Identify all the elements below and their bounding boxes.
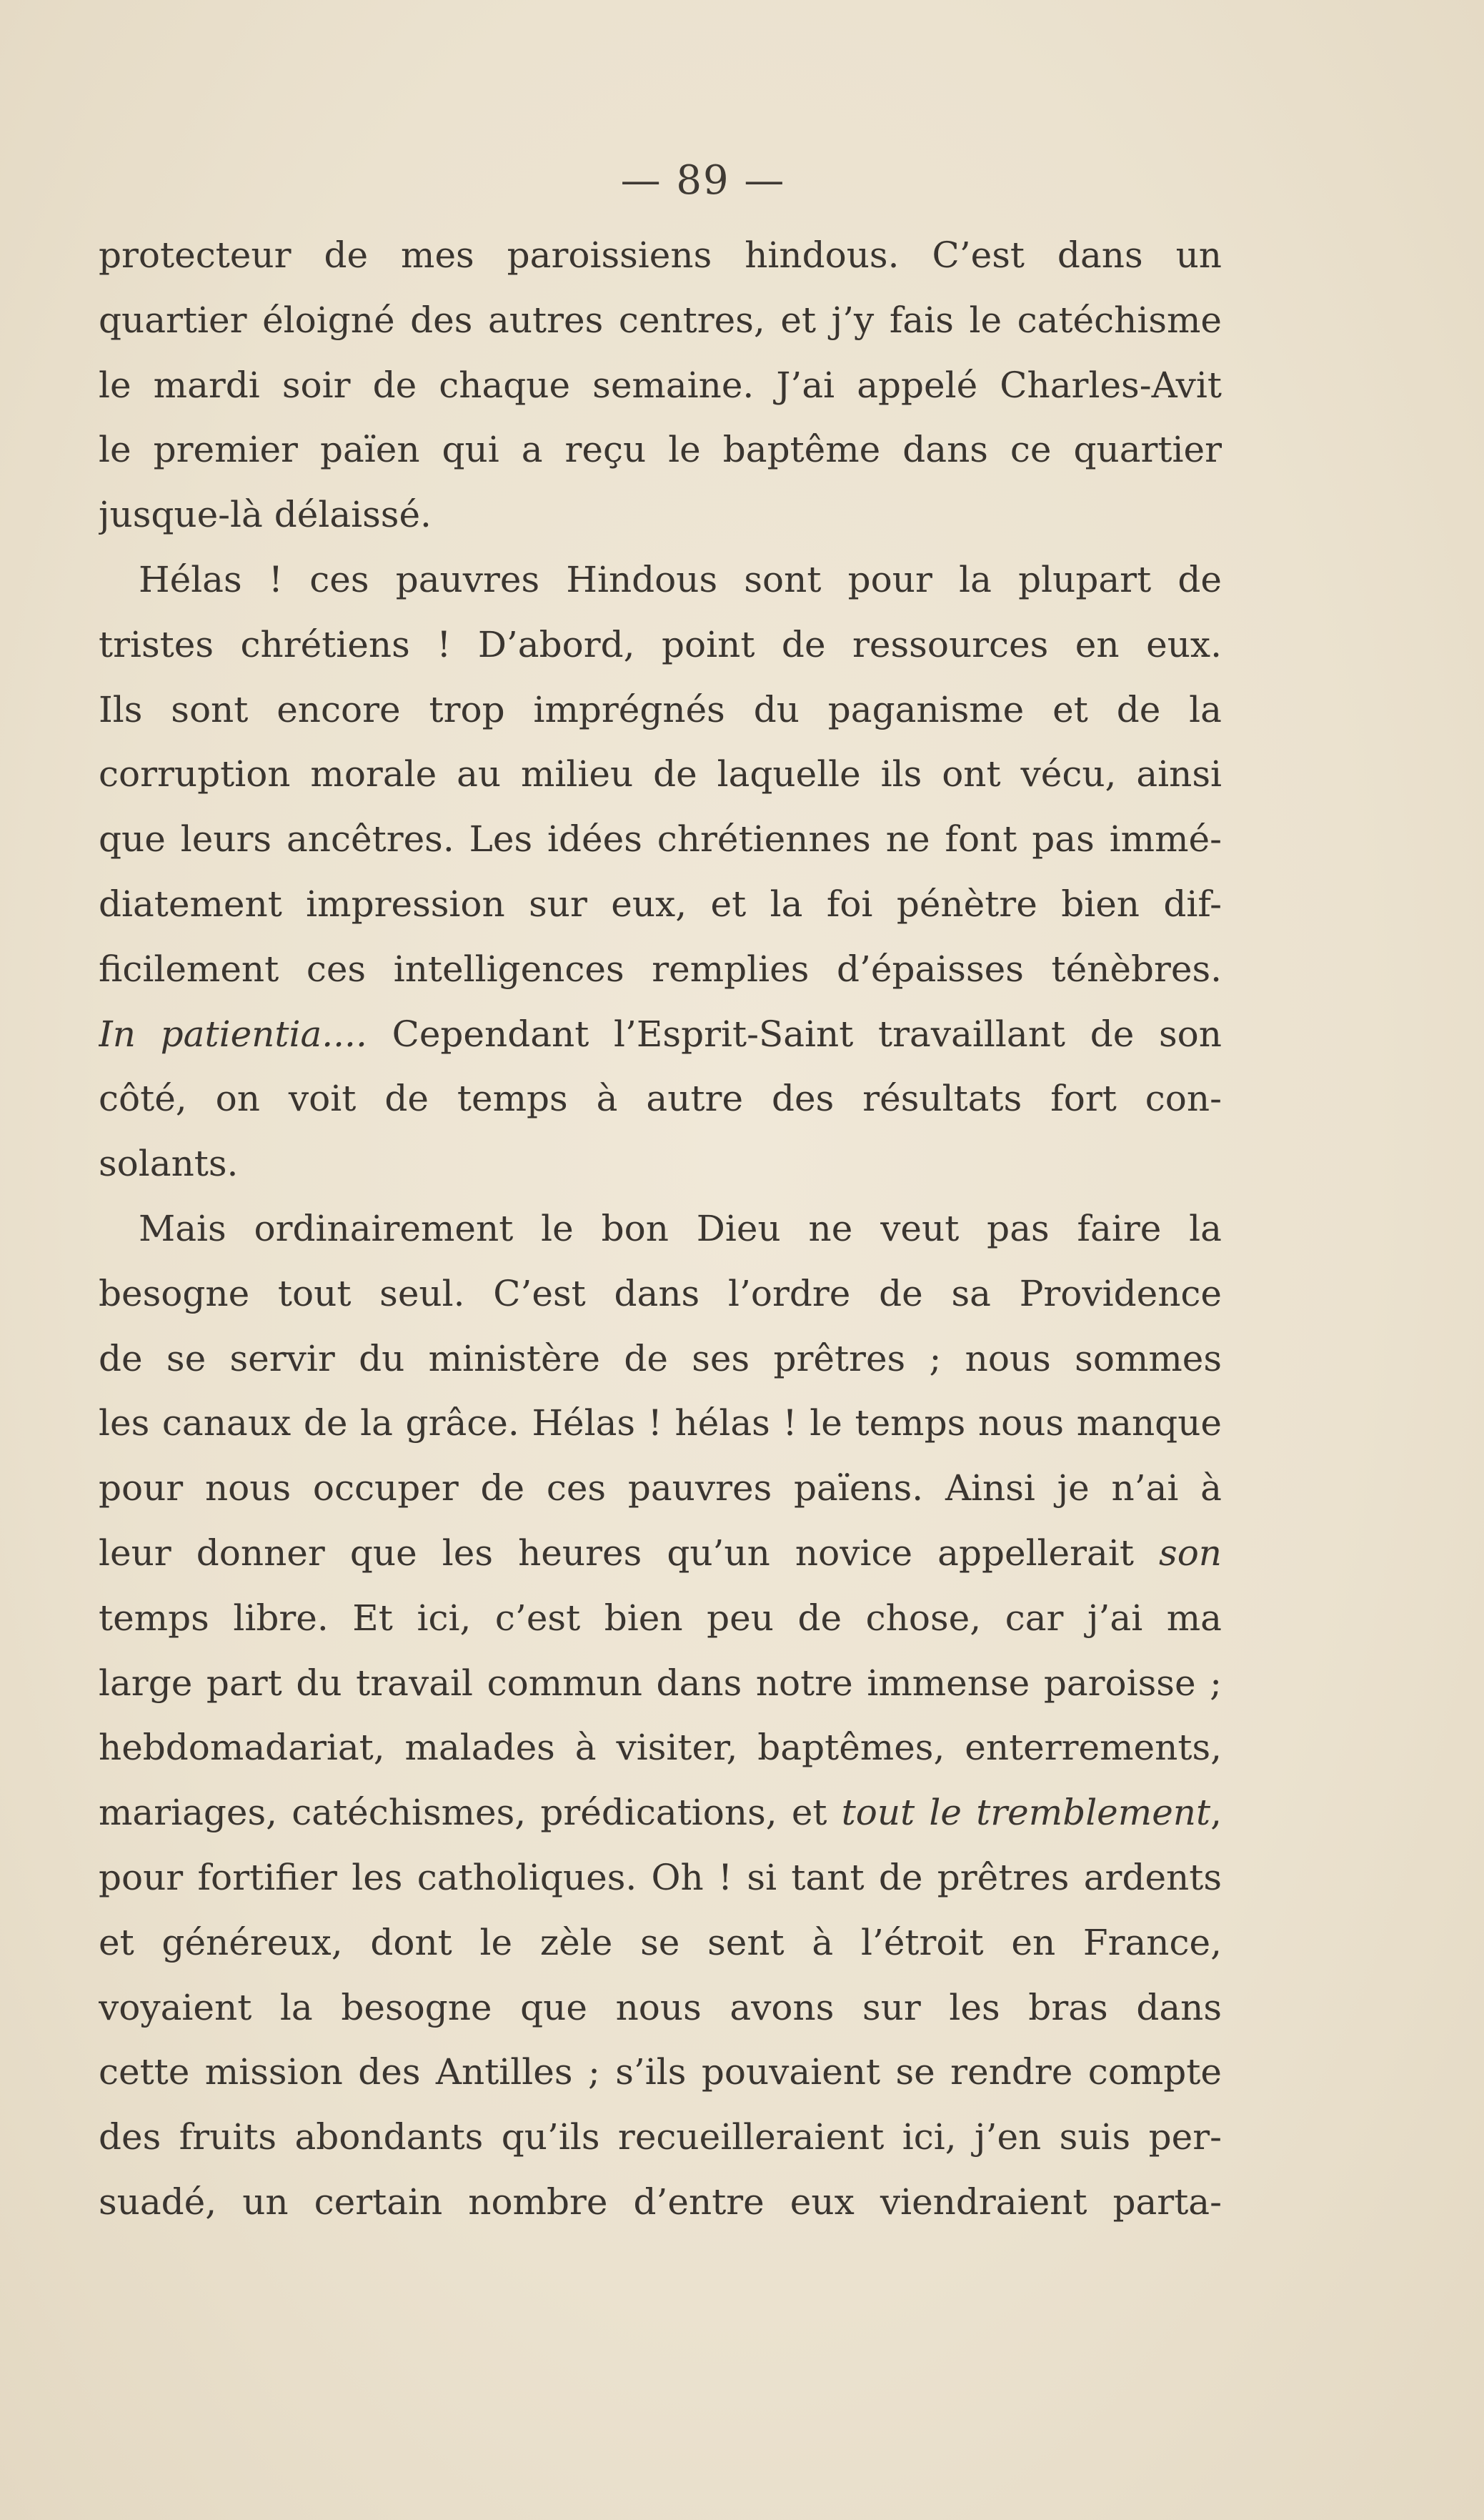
text-line: le premier païen qui a reçu le baptême dans ce quartier xyxy=(99,429,1222,471)
text-line: ficilement ces intelligences remplies d’épaisses ténèbres. xyxy=(99,948,1222,990)
text-line: corruption morale au milieu de laquelle ils ont vécu, ainsi xyxy=(99,753,1222,795)
text-line: que leurs ancêtres. Les idées chrétiennes ne font pas immé- xyxy=(99,818,1222,860)
text-segment: mariages, catéchismes, prédications, et xyxy=(99,1792,842,1834)
text-line: jusque-là délaissé. xyxy=(99,494,432,536)
text-line: besogne tout seul. C’est dans l’ordre de sa Providence xyxy=(99,1272,1222,1314)
text-line: pour fortifier les catholiques. Oh ! si tant de prêtres ardents xyxy=(99,1856,1222,1898)
text-segment: Cependant l’Esprit-Saint travaillant de son xyxy=(367,1013,1222,1055)
text-line: Hélas ! ces pauvres Hindous sont pour la plupart de xyxy=(139,558,1222,600)
text-line: hebdomadariat, malades à visiter, baptêmes, enterrements, xyxy=(99,1727,1222,1769)
text-line: tristes chrétiens ! D’abord, point de ressources en eux. xyxy=(99,623,1222,665)
text-segment: leur donner que les heures qu’un novice appellerait xyxy=(99,1532,1160,1574)
text-line xyxy=(99,1521,1222,1586)
text-line: côté, on voit de temps à autre des résultats fort con- xyxy=(99,1078,1222,1120)
italic-phrase: In patientia.... xyxy=(99,1013,367,1055)
text-line: pour nous occuper de ces pauvres païens. Ainsi je n’ai à xyxy=(99,1467,1222,1509)
text-line: voyaient la besogne que nous avons sur les bras dans xyxy=(99,1986,1222,2028)
text-line: cette mission des Antilles ; s’ils pouvaient se rendre compte xyxy=(99,2051,1222,2093)
page-number: — 89 — xyxy=(620,157,786,204)
text-line: quartier éloigné des autres centres, et j’y fais le catéchisme xyxy=(99,299,1222,341)
text-line: large part du travail commun dans notre immense paroisse ; xyxy=(99,1662,1222,1704)
text-segment: , xyxy=(1210,1792,1222,1834)
text-line: suadé, un certain nombre d’entre eux viendraient parta- xyxy=(99,2181,1222,2223)
text-line: les canaux de la grâce. Hélas ! hélas ! le temps nous manque xyxy=(99,1402,1222,1444)
text-line: le mardi soir de chaque semaine. J’ai appelé Charles-Avit xyxy=(99,364,1222,406)
text-line: et généreux, dont le zèle se sent à l’étroit en France, xyxy=(99,1921,1222,1963)
text-line xyxy=(99,1780,1222,1845)
text-line: protecteur de mes paroissiens hindous. C’est dans un xyxy=(99,234,1222,276)
body-text xyxy=(99,223,1222,2235)
text-line: de se servir du ministère de ses prêtres ; nous sommes xyxy=(99,1337,1222,1379)
text-line: Mais ordinairement le bon Dieu ne veut pas faire la xyxy=(139,1207,1222,1249)
text-line: Ils sont encore trop imprégnés du paganisme et de la xyxy=(99,688,1222,730)
text-line: solants. xyxy=(99,1143,239,1185)
italic-word: son xyxy=(1159,1532,1222,1574)
text-line: des fruits abondants qu’ils recueilleraient ici, j’en suis per- xyxy=(99,2116,1222,2158)
italic-phrase: tout le tremblement xyxy=(841,1792,1211,1834)
text-line: diatement impression sur eux, et la foi pénètre bien dif- xyxy=(99,883,1222,925)
text-line: temps libre. Et ici, c’est bien peu de chose, car j’ai ma xyxy=(99,1597,1222,1639)
text-line xyxy=(99,1002,1222,1067)
